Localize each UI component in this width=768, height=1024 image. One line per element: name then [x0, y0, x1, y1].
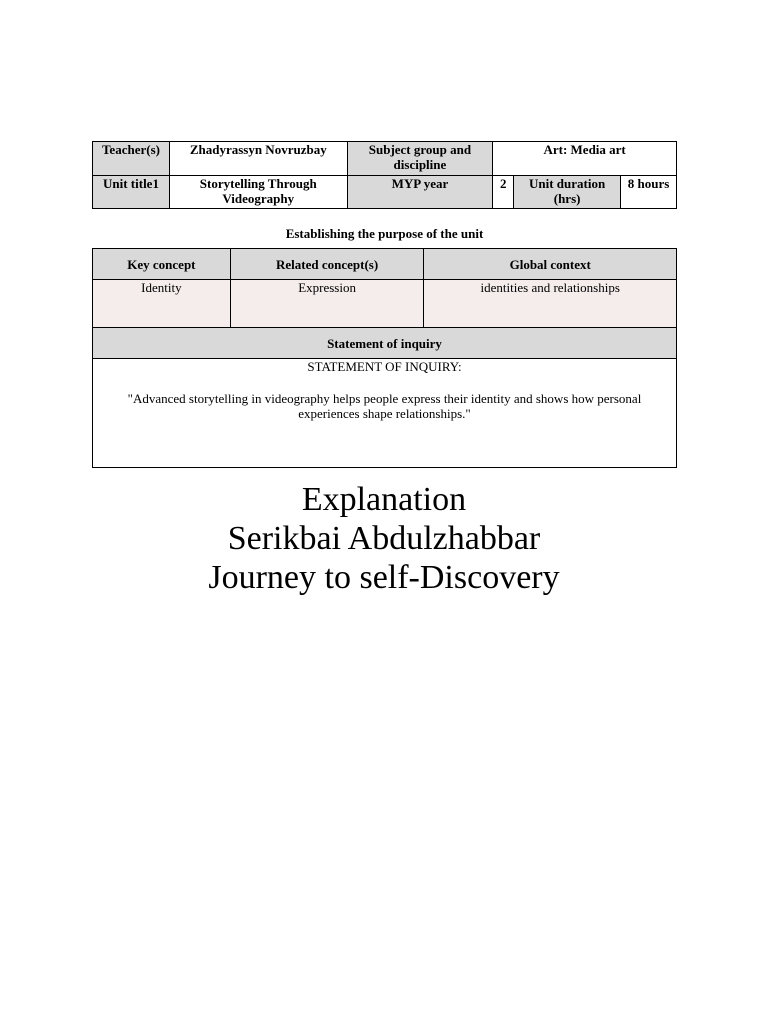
key-concept-value: Identity	[93, 280, 231, 328]
global-context-header: Global context	[424, 249, 677, 280]
teacher-label: Teacher(s)	[93, 142, 170, 176]
teacher-value: Zhadyrassyn Novruzbay	[169, 142, 347, 176]
statement-of-inquiry-title: STATEMENT OF INQUIRY:	[307, 359, 462, 374]
key-concept-header: Key concept	[93, 249, 231, 280]
unit-title-value: Storytelling Through Videography	[169, 176, 347, 209]
unit-title-label: Unit title1	[93, 176, 170, 209]
unit-info-table	[92, 141, 677, 209]
global-context-value: identities and relationships	[424, 280, 677, 328]
unit-duration-label: Unit duration (hrs)	[514, 176, 621, 209]
myp-year-value: 2	[493, 176, 514, 209]
related-concepts-value: Expression	[230, 280, 424, 328]
author-name: Serikbai Abdulzhabbar	[227, 520, 541, 557]
explanation-subtitle: Journey to self-Discovery	[208, 559, 560, 596]
explanation-heading: Explanation	[301, 481, 467, 518]
unit-duration-value: 8 hours	[621, 176, 677, 209]
statement-of-inquiry-cell	[93, 359, 677, 468]
related-concepts-header: Related concept(s)	[230, 249, 424, 280]
subject-value: Art: Media art	[493, 142, 677, 176]
purpose-caption: Establishing the purpose of the unit	[285, 226, 484, 241]
concepts-table	[92, 248, 677, 468]
subject-label: Subject group and discipline	[347, 142, 493, 176]
statement-of-inquiry-header: Statement of inquiry	[93, 328, 677, 359]
myp-year-label: MYP year	[347, 176, 493, 209]
statement-of-inquiry-text: "Advanced storytelling in videography helps people express their identity and shows how personal experiences shape relationships."	[127, 391, 642, 421]
